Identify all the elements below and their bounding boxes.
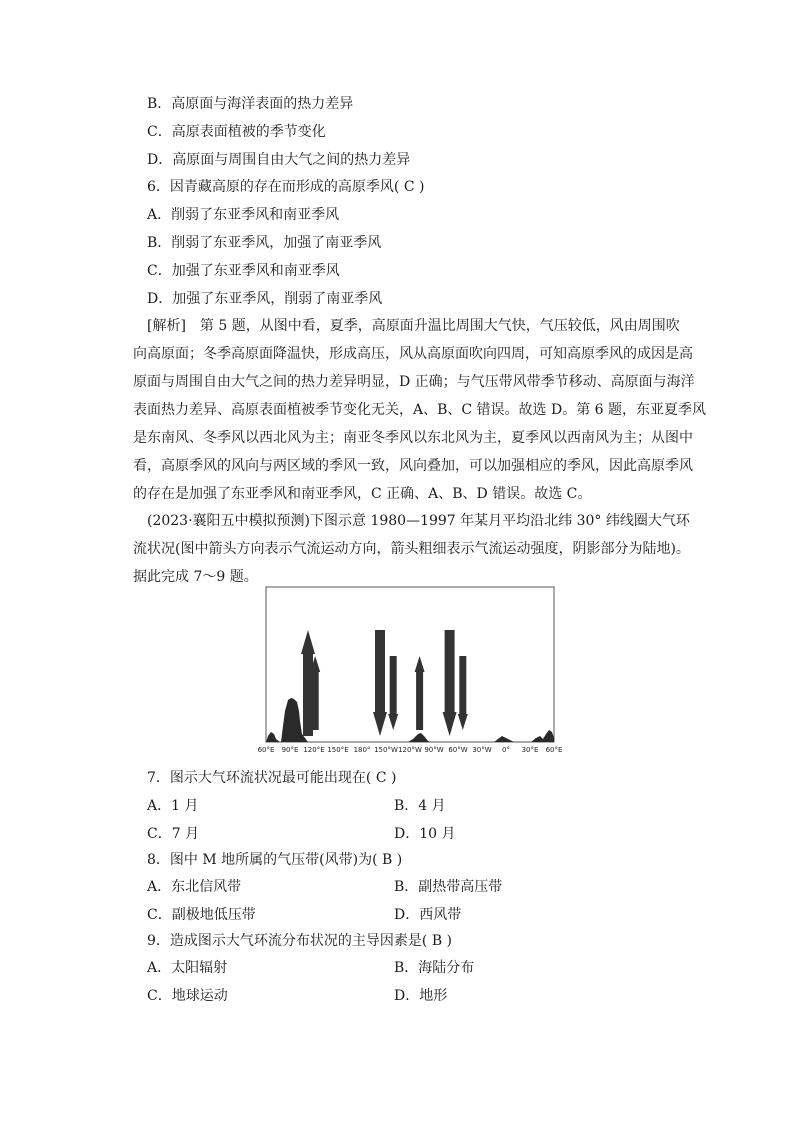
analysis-line: [解析] 第 5 题，从图中看，夏季，高原面升温比周围大气快，气压较低，风由周围吹 <box>147 318 680 334</box>
analysis-line: 是东南风、冬季风以西北风为主；南亚冬季风以东北风为主，夏季风以西南风为主；从图中 <box>133 430 693 446</box>
intro-line: (2023·襄阳五中模拟预测)下图示意 1980—1997 年某月平均沿北纬 30° 纬线圈大气环 <box>147 513 690 529</box>
q8-option-d: D．西风带 <box>394 907 462 923</box>
q6-option-d: D．加强了东亚季风，削弱了南亚季风 <box>147 291 383 307</box>
q7-option-a: A．1 月 <box>147 798 199 814</box>
analysis-line: 的存在是加强了东亚季风和南亚季风，C 正确、A、B、D 错误。故选 C。 <box>133 486 592 502</box>
x-tick-label: 30°W <box>472 746 492 754</box>
q9-option-a: A．太阳辐射 <box>147 960 228 976</box>
x-tick-label: 60°W <box>448 746 468 754</box>
q7-stem: 7．图示大气环流状况最可能出现在( C ) <box>147 770 397 786</box>
q7-option-b: B．4 月 <box>394 798 446 814</box>
x-tick-label: 90°E <box>281 746 299 754</box>
q5-option-b: B．高原面与海洋表面的热力差异 <box>147 96 354 112</box>
x-tick-label: 60°E <box>545 746 562 754</box>
q8-option-a: A．东北信风带 <box>147 879 242 895</box>
q6-option-b: B．削弱了东亚季风，加强了南亚季风 <box>147 235 382 251</box>
x-tick-label: 90°W <box>424 746 444 754</box>
x-tick-label: 150°E <box>327 746 349 754</box>
q5-option-c: C．高原表面植被的季节变化 <box>147 124 326 140</box>
q9-option-c: C．地球运动 <box>147 988 228 1004</box>
x-tick-label: 180° <box>353 746 371 754</box>
analysis-line: 向高原面；冬季高原面降温快，形成高压，风从高原面吹向四周，可知高原季风的成因是高 <box>133 346 693 362</box>
analysis-line: 表面热力差异、高原表面植被季节变化无关，A、B、C 错误。故选 D。第 6 题，东亚夏季风 <box>133 402 707 418</box>
q9-option-d: D．地形 <box>394 988 448 1004</box>
tick-layer <box>258 746 562 754</box>
x-tick-label: 120°E <box>303 746 325 754</box>
q6-option-a: A．削弱了东亚季风和南亚季风 <box>147 207 340 223</box>
circulation-diagram <box>256 586 562 756</box>
q6-stem: 6．因青藏高原的存在而形成的高原季风( C ) <box>147 179 425 195</box>
analysis-line: 原面与周围自由大气之间的热力差异明显，D 正确；与气压带风带季节移动、高原面与海洋 <box>133 374 695 390</box>
analysis-paragraph <box>133 312 707 508</box>
q9-stem: 9．造成图示大气环流分布状况的主导因素是( B ) <box>147 933 453 949</box>
x-tick-label: 60°E <box>257 746 275 754</box>
circulation-figure <box>256 586 562 756</box>
q8-option-b: B．副热带高压带 <box>394 879 503 895</box>
x-tick-label: 150°W <box>374 746 398 754</box>
q9-option-b: B．海陆分布 <box>394 960 475 976</box>
x-tick-label: 120°W <box>398 746 422 754</box>
x-tick-label: 30°E <box>521 746 539 754</box>
q6-option-c: C．加强了东亚季风和南亚季风 <box>147 263 340 279</box>
analysis-line: 看，高原季风的风向与两区域的季风一致，风向叠加，可以加强相应的季风，因此高原季风 <box>133 458 693 474</box>
x-tick-label: 0° <box>502 746 510 754</box>
q8-stem: 8．图中 M 地所属的气压带(风带)为( B ) <box>147 852 403 868</box>
q7-option-c: C．7 月 <box>147 826 200 842</box>
intro-line: 流状况(图中箭头方向表示气流运动方向，箭头粗细表示气流运动强度，阴影部分为陆地)。 <box>133 541 690 557</box>
q7-option-d: D．10 月 <box>394 826 456 842</box>
intro-paragraph <box>133 507 690 591</box>
q8-option-c: C．副极地低压带 <box>147 907 256 923</box>
q5-option-d: D．高原面与周围自由大气之间的热力差异 <box>147 152 411 168</box>
intro-line: 据此完成 7～9 题。 <box>133 569 258 585</box>
